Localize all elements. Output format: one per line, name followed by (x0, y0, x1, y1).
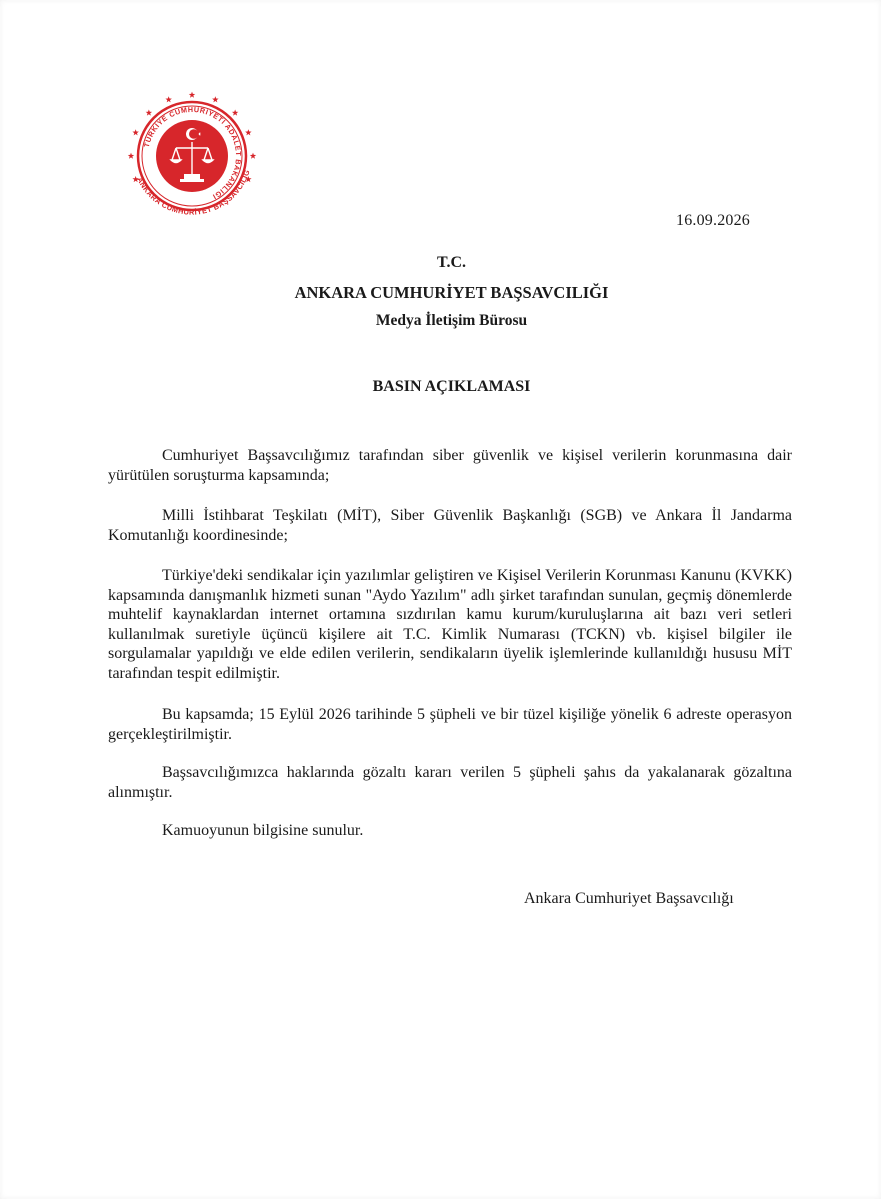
paragraph: Milli İstihbarat Teşkilatı (MİT), Siber Güvenlik Başkanlığı (SGB) ve Ankara İl Jandarma Komutanlığı koordinesinde; (108, 507, 792, 544)
paragraph: Cumhuriyet Başsavcılığımız tarafından siber güvenlik ve kişisel verilerin korunmasına dair yürütülen soruşturma kapsamında; (108, 447, 792, 484)
document-body (108, 446, 792, 860)
header-bureau: Medya İletişim Bürosu (375, 312, 528, 329)
seal-bottom-text: ANKARA CUMHURİYET BAŞSAVCILIĞ (135, 168, 252, 217)
ministry-seal-logo (126, 90, 258, 222)
document-title: BASIN AÇIKLAMASI (372, 378, 531, 395)
document-date: 16.09.2026 (676, 212, 750, 229)
seal-star-icon (128, 153, 134, 159)
seal-star-icon (250, 153, 256, 159)
header-office: ANKARA CUMHURİYET BAŞSAVCILIĞI (294, 283, 609, 302)
seal-star-icon (146, 109, 152, 115)
paragraph: Başsavcılığımızca haklarında gözaltı kararı verilen 5 şüpheli şahıs da yakalanarak gözaltına alınmıştır. (108, 764, 792, 801)
signature-line: Ankara Cumhuriyet Başsavcılığı (524, 890, 734, 907)
seal-star-icon (165, 96, 171, 102)
seal-star-icon (245, 129, 251, 135)
paragraph: Türkiye'deki sendikalar için yazılımlar geliştiren ve Kişisel Verilerin Korunması Kanunu (KVKK) kapsamında danışmanlık hizmeti sunan "Aydo Yazılım" adlı şirket tarafından sunulan, geçmiş dönemlerde muhtelif kaynaklardan internet ortamına sızdırılan kamu kurum/kuruluşlarına ait bazı veri setleri kullanılmak suretiyle üçüncü kişilere ait T.C. Kimlik Numarası (TCKN) vb. kişisel bilgiler ile sorgulamalar yapıldığı ve elde edilen verilerin, sendikaların üyelik işlemlerinde kullanıldığı hususu MİT tarafından tespit edilmiştir. (108, 567, 792, 682)
seal-ring-text: TÜRKİYE CUMHURİYETİ ADALET BAKANLIĞI (141, 104, 244, 202)
seal-star-icon (212, 96, 218, 102)
header-tc: T.C. (436, 254, 467, 271)
seal-star-icon (189, 92, 195, 98)
paragraph: Kamuoyunun bilgisine sunulur. (162, 822, 364, 839)
paragraph: Bu kapsamda; 15 Eylül 2026 tarihinde 5 şüpheli ve bir tüzel kişiliğe yönelik 6 adreste operasyon gerçekleştirilmiştir. (108, 706, 792, 743)
seal-star-icon (232, 109, 238, 115)
seal-star-icon (132, 129, 138, 135)
